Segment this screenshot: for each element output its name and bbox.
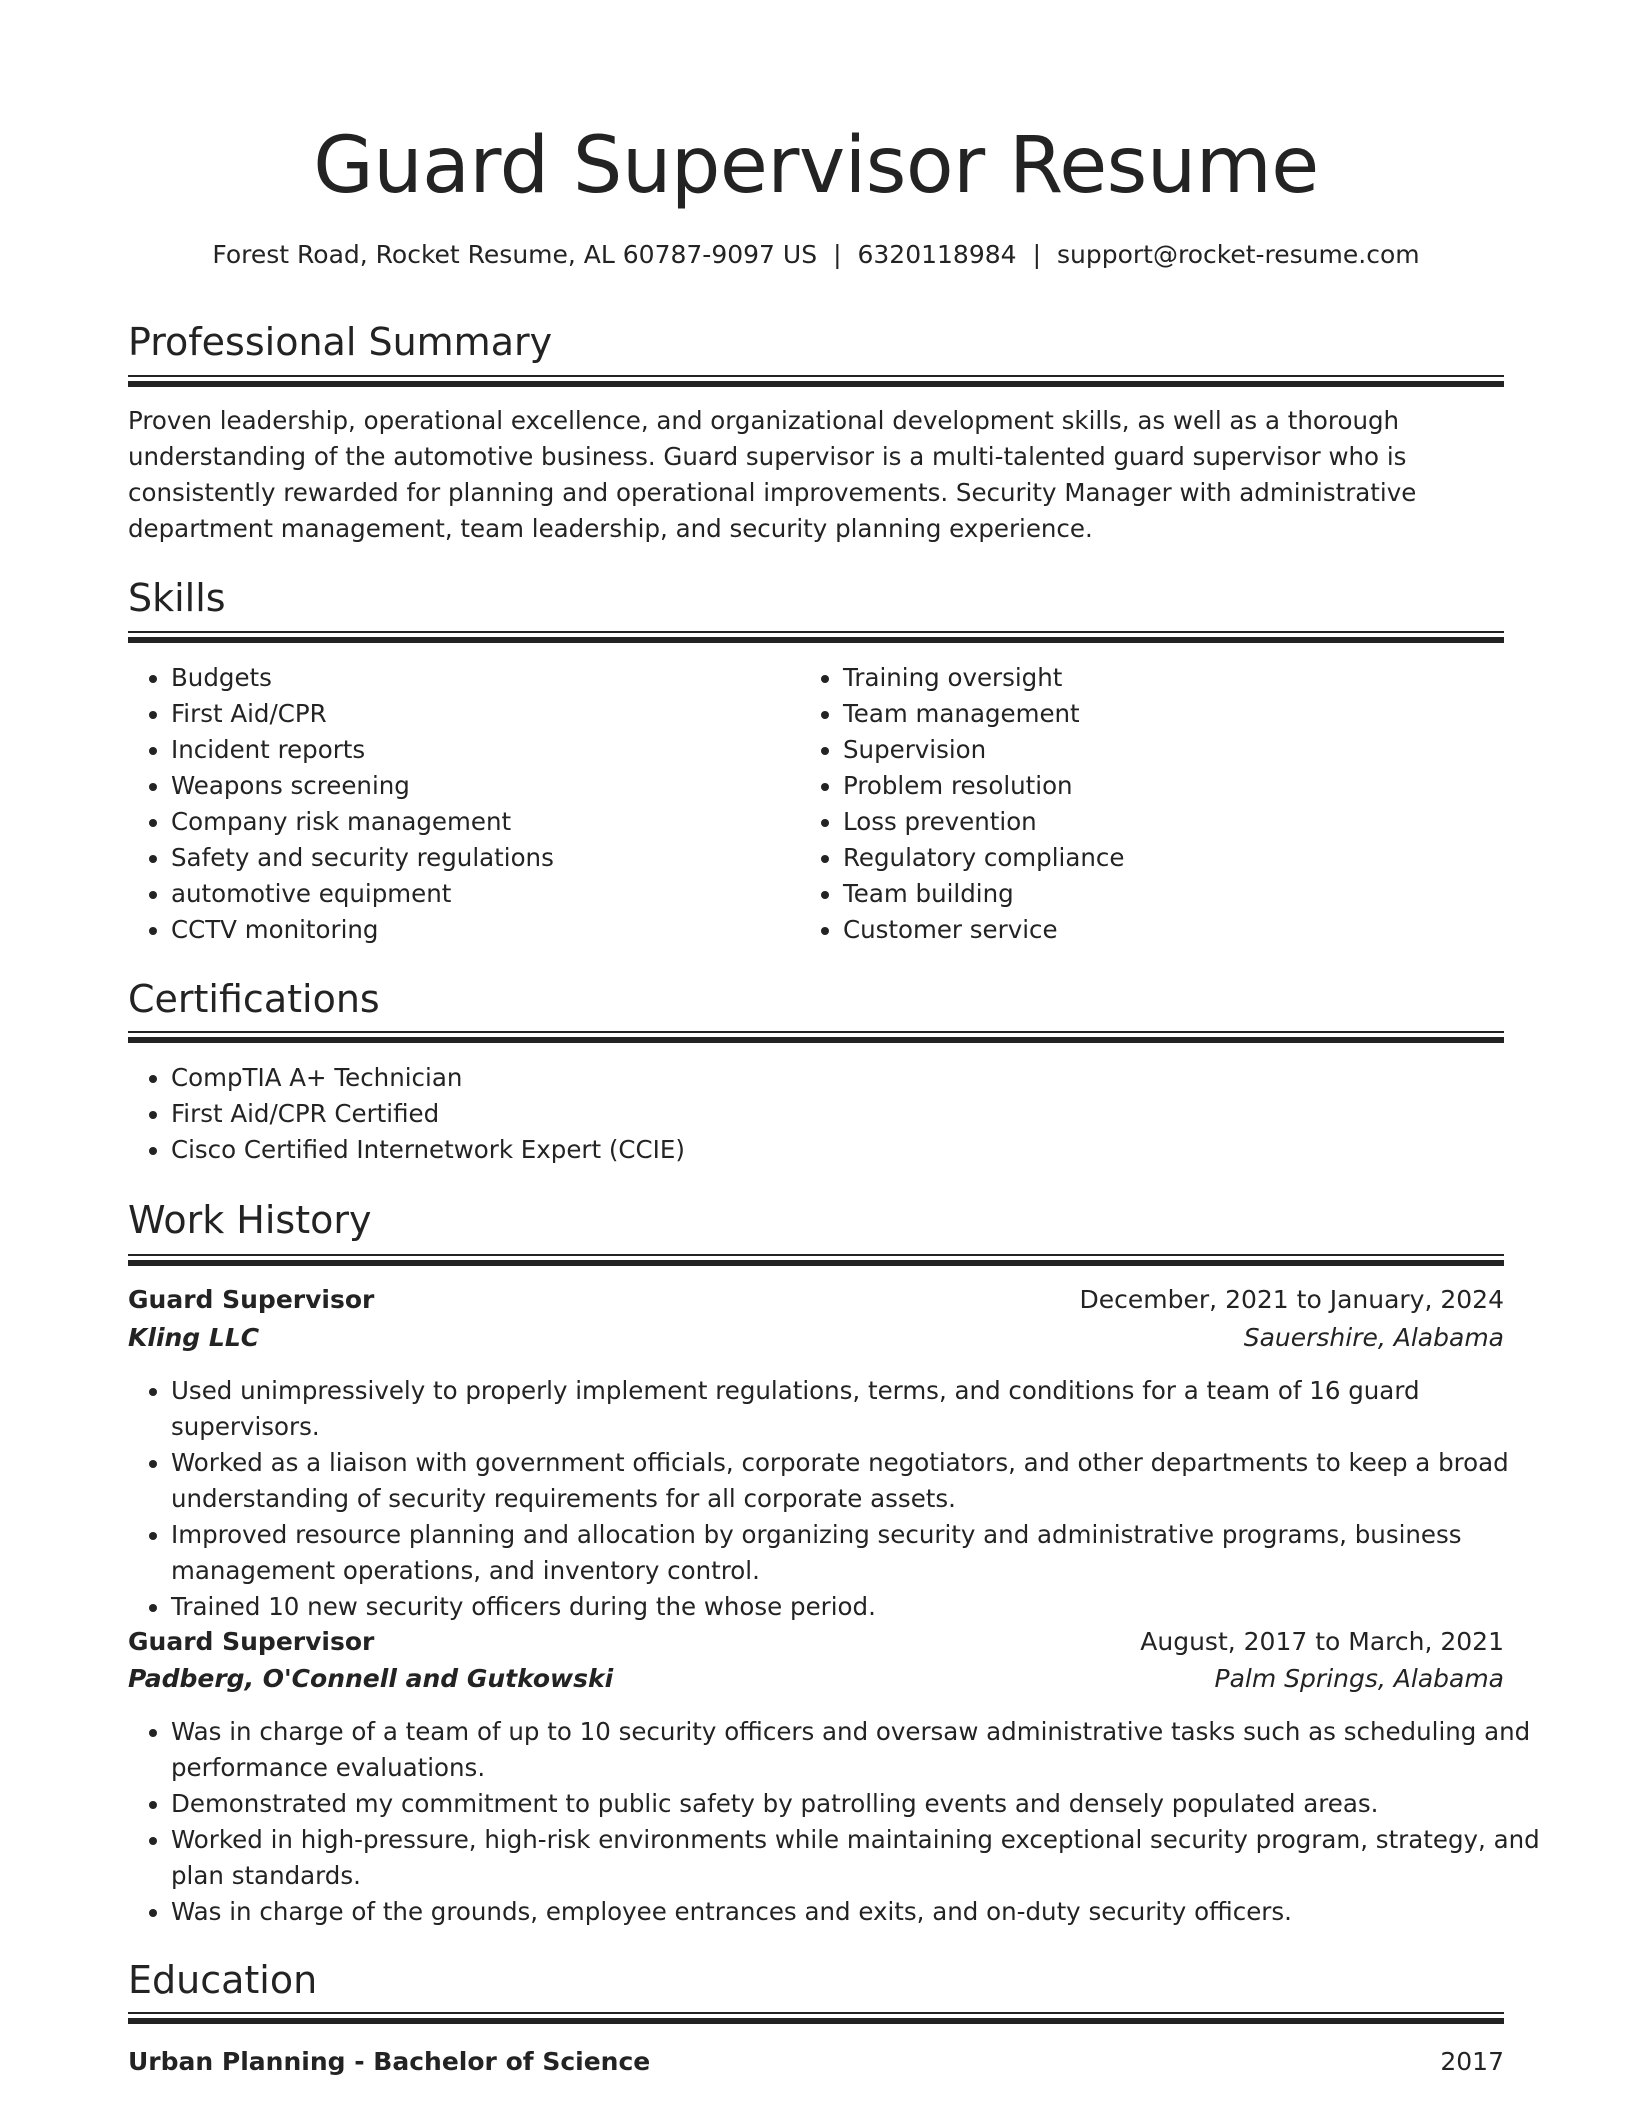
skill-item: • First Aid/CPR	[171, 696, 811, 732]
skill-item: • Regulatory compliance	[843, 840, 1543, 876]
job-header	[128, 1281, 1504, 1319]
job-company: Padberg, O'Connell and Gutkowski	[128, 1664, 614, 1693]
contact-phone: 6320118984	[857, 240, 1017, 269]
section-title-work-history: Work History	[128, 1198, 372, 1242]
job-dates: August, 2017 to March, 2021	[1140, 1627, 1504, 1656]
skills-list-left	[127, 660, 811, 948]
skill-item: • Supervision	[843, 732, 1543, 768]
summary-text: Proven leadership, operational excellence, and organizational development skills, as well as a thorough understanding of the automotive business. Guard supervisor is a multi-talented guard supervisor who is consistently rewarded for planning and operational improvements. Security Manager with administrative department management, team leadership, and security planning experience.	[128, 406, 1417, 543]
section-title-certifications: Certifications	[128, 977, 380, 1021]
job-bullets	[127, 1714, 1546, 1930]
job-bullet: • Trained 10 new security officers during the whose period.	[171, 1589, 1546, 1625]
contact-email: support@rocket-resume.com	[1057, 240, 1420, 269]
resume-title: Guard Supervisor Resume	[313, 121, 1319, 211]
section-divider	[128, 375, 1504, 387]
section-title-summary: Professional Summary	[128, 320, 553, 364]
skill-item: • Problem resolution	[843, 768, 1543, 804]
section-title-education: Education	[128, 1958, 318, 2002]
job-bullet: • Improved resource planning and allocation by organizing security and administrative programs, business management operations, and inventory control.	[171, 1517, 1546, 1589]
job-company: Kling LLC	[128, 1323, 260, 1352]
contact-line	[0, 238, 1632, 272]
section-divider	[128, 631, 1504, 643]
education-row	[128, 2043, 1504, 2081]
job-title: Guard Supervisor	[128, 1285, 375, 1314]
skill-item: • Team building	[843, 876, 1543, 912]
job-bullet: • Demonstrated my commitment to public safety by patrolling events and densely populated areas.	[171, 1786, 1546, 1822]
certification-item: • First Aid/CPR Certified	[171, 1096, 1541, 1132]
education-year: 2017	[1440, 2047, 1504, 2076]
skill-item: • Weapons screening	[171, 768, 811, 804]
job-header	[128, 1623, 1504, 1661]
job-bullets	[127, 1373, 1546, 1625]
skill-item: • Incident reports	[171, 732, 811, 768]
skill-item: • Company risk management	[171, 804, 811, 840]
certification-item: • CompTIA A+ Technician	[171, 1060, 1541, 1096]
job-subheader	[128, 1319, 1504, 1357]
certifications-list	[127, 1060, 1541, 1168]
job-title: Guard Supervisor	[128, 1627, 375, 1656]
section-divider	[128, 1254, 1504, 1266]
job-bullet: • Worked as a liaison with government officials, corporate negotiators, and other departments to keep a broad understanding of security requirements for all corporate assets.	[171, 1445, 1546, 1517]
contact-address: Forest Road, Rocket Resume, AL 60787-9097 US	[212, 240, 818, 269]
job-dates: December, 2021 to January, 2024	[1079, 1285, 1504, 1314]
job-subheader	[128, 1660, 1504, 1698]
job-location: Sauershire, Alabama	[1243, 1323, 1504, 1352]
job-location: Palm Springs, Alabama	[1214, 1664, 1504, 1693]
job-bullet: • Was in charge of the grounds, employee entrances and exits, and on-duty security officers.	[171, 1894, 1546, 1930]
contact-separator: |	[833, 240, 842, 269]
skill-item: • Training oversight	[843, 660, 1543, 696]
skills-list-right	[799, 660, 1543, 948]
skill-item: • Customer service	[843, 912, 1543, 948]
job-bullet: • Was in charge of a team of up to 10 security officers and oversaw administrative tasks such as scheduling and performance evaluations.	[171, 1714, 1546, 1786]
job-bullet: • Worked in high-pressure, high-risk environments while maintaining exceptional security program, strategy, and plan standards.	[171, 1822, 1546, 1894]
skill-item: • CCTV monitoring	[171, 912, 811, 948]
education-degree: Urban Planning - Bachelor of Science	[128, 2047, 651, 2076]
skill-item: • Team management	[843, 696, 1543, 732]
certification-item: • Cisco Certified Internetwork Expert (CCIE)	[171, 1132, 1541, 1168]
skill-item: • Budgets	[171, 660, 811, 696]
section-divider	[128, 2012, 1504, 2024]
section-title-skills: Skills	[128, 576, 226, 620]
skill-item: • Safety and security regulations	[171, 840, 811, 876]
section-divider	[128, 1031, 1504, 1043]
contact-separator: |	[1032, 240, 1041, 269]
skill-item: • automotive equipment	[171, 876, 811, 912]
skill-item: • Loss prevention	[843, 804, 1543, 840]
job-bullet: • Used unimpressively to properly implement regulations, terms, and conditions for a team of 16 guard supervisors.	[171, 1373, 1546, 1445]
